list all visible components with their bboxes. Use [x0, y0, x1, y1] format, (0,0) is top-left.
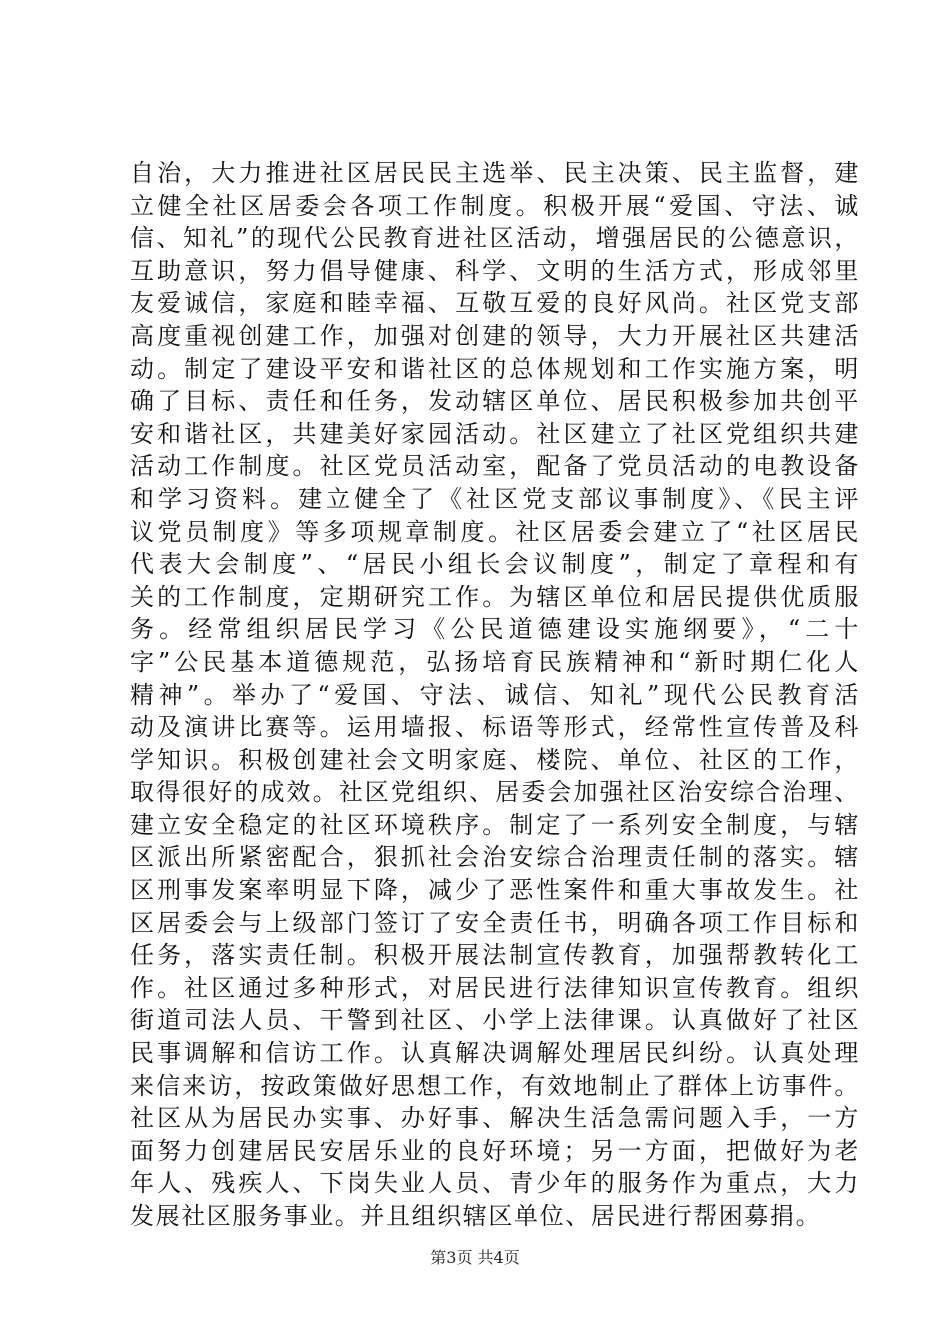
text-line: 建立安全稳定的社区环境秩序。制定了一系列安全制度，与辖 — [130, 810, 860, 839]
text-line: 代表大会制度”、“居民小组长会议制度”，制定了章程和有 — [130, 550, 860, 579]
text-line: 发展社区服务事业。并且组织辖区单位、居民进行帮困募捐。 — [130, 1202, 822, 1230]
text-line: 友爱诚信，家庭和睦幸福、互敬互爱的良好风尚。社区党支部 — [130, 289, 860, 318]
text-line: 安和谐社区，共建美好家园活动。社区建立了社区党组织共建 — [130, 419, 860, 448]
text-line: 高度重视创建工作，加强对创建的领导，大力开展社区共建活 — [130, 321, 860, 350]
text-line: 区居委会与上级部门签订了安全责任书，明确各项工作目标和 — [130, 908, 860, 937]
text-line: 精神”。举办了“爱国、守法、诚信、知礼”现代公民教育活 — [130, 680, 860, 709]
text-line: 议党员制度》等多项规章制度。社区居委会建立了“社区居民 — [130, 517, 860, 546]
text-line: 和学习资料。建立健全了《社区党支部议事制度》、《民主评 — [130, 484, 860, 513]
text-line: 动。制定了建设平安和谐社区的总体规划和工作实施方案，明 — [130, 354, 860, 383]
text-line: 活动工作制度。社区党员活动室，配备了党员活动的电教设备 — [130, 452, 860, 481]
text-line: 自治，大力推进社区居民民主选举、民主决策、民主监督，建 — [130, 159, 860, 187]
text-line: 民事调解和信访工作。认真解决调解处理居民纠纷。认真处理 — [130, 1039, 860, 1068]
text-line: 街道司法人员、干警到社区、小学上法律课。认真做好了社区 — [130, 1006, 860, 1035]
text-line: 互助意识，努力倡导健康、科学、文明的生活方式，形成邻里 — [130, 256, 860, 285]
text-line: 年人、残疾人、下岗失业人员、青少年的服务作为重点，大力 — [130, 1169, 860, 1198]
text-line: 面努力创建居民安居乐业的良好环境；另一方面，把做好为老 — [130, 1136, 860, 1165]
text-line: 作。社区通过多种形式，对居民进行法律知识宣传教育。组织 — [130, 973, 860, 1002]
text-line: 信、知礼”的现代公民教育进社区活动，增强居民的公德意识， — [130, 224, 860, 253]
body-text — [130, 157, 860, 1233]
text-line: 立健全社区居委会各项工作制度。积极开展“爱国、守法、诚 — [130, 191, 860, 220]
text-line: 社区从为居民办实事、办好事、解决生活急需问题入手，一方 — [130, 1104, 860, 1133]
text-line: 动及演讲比赛等。运用墙报、标语等形式，经常性宣传普及科 — [130, 713, 860, 742]
text-line: 取得很好的成效。社区党组织、居委会加强社区治安综合治理、 — [130, 778, 860, 807]
text-line: 确了目标、责任和任务，发动辖区单位、居民积极参加共创平 — [130, 387, 860, 416]
page-number: 第3页 共4页 — [430, 1248, 520, 1267]
text-line: 字”公民基本道德规范，弘扬培育民族精神和“新时期仁化人 — [130, 647, 860, 676]
text-line: 关的工作制度，定期研究工作。为辖区单位和居民提供优质服 — [130, 582, 860, 611]
text-line: 区派出所紧密配合，狠抓社会治安综合治理责任制的落实。辖 — [130, 843, 860, 872]
text-line: 务。经常组织居民学习《公民道德建设实施纲要》，“二十 — [130, 615, 860, 644]
text-line: 学知识。积极创建社会文明家庭、楼院、单位、社区的工作， — [130, 745, 860, 774]
text-line: 来信来访，按政策做好思想工作，有效地制止了群体上访事件。 — [130, 1071, 860, 1100]
text-line: 任务，落实责任制。积极开展法制宣传教育，加强帮教转化工 — [130, 941, 860, 970]
page-footer — [0, 1245, 950, 1268]
text-line: 区刑事发案率明显下降，减少了恶性案件和重大事故发生。社 — [130, 876, 860, 905]
